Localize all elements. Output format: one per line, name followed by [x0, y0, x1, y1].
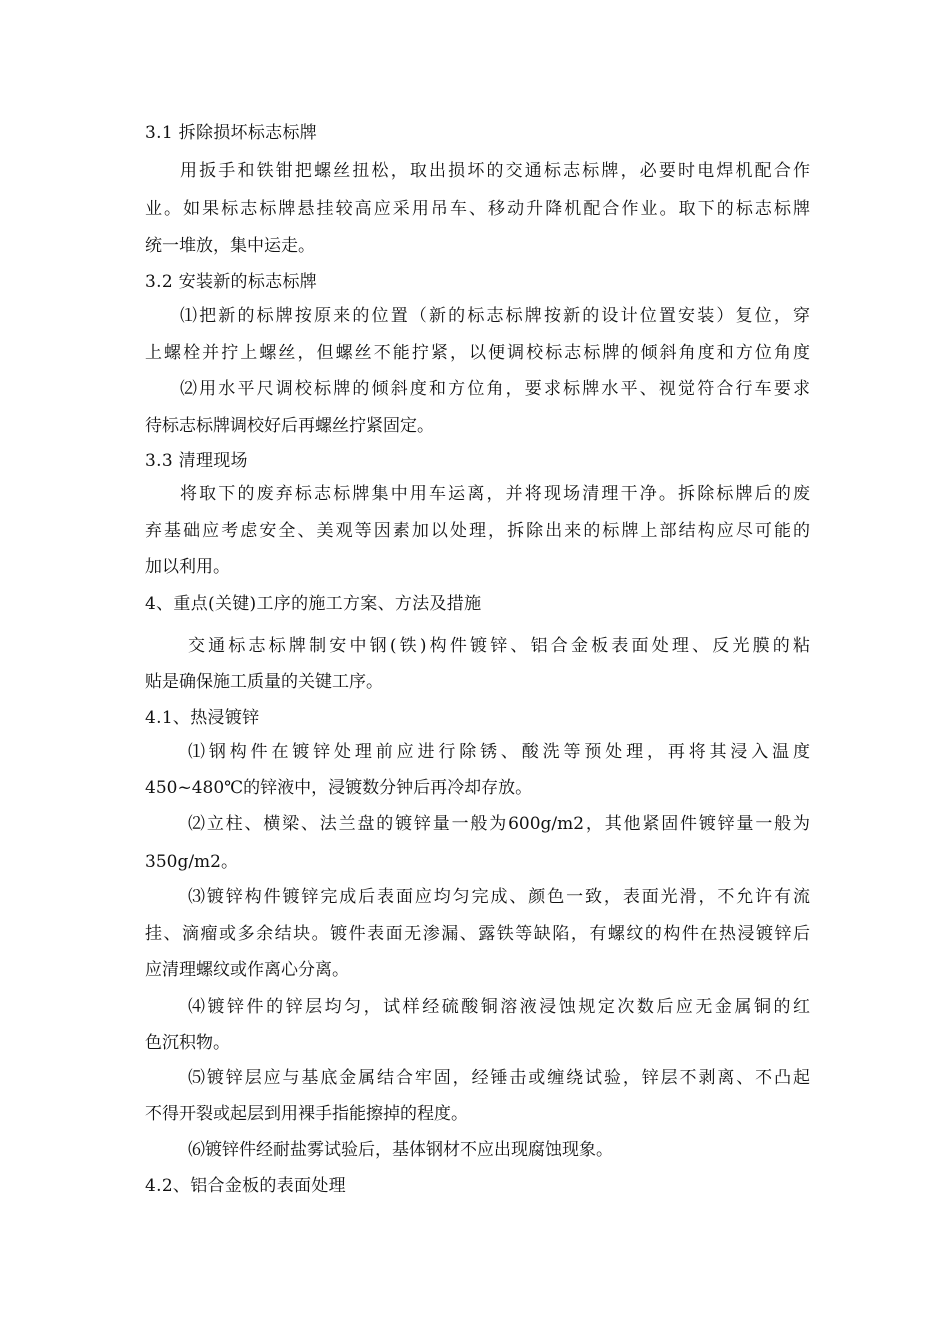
- paragraph-line: 上螺栓并拧上螺丝，但螺丝不能拧紧，以便调校标志标牌的倾斜角度和方位角度: [145, 343, 810, 363]
- paragraph-line: 待标志标牌调校好后再螺丝拧紧固定。: [145, 416, 434, 436]
- paragraph-line: ⑵用水平尺调校标牌的倾斜度和方位角，要求标牌水平、视觉符合行车要求: [180, 379, 810, 399]
- paragraph-line: 色沉积物。: [145, 1033, 230, 1053]
- paragraph-line: 弃基础应考虑安全、美观等因素加以处理，拆除出来的标牌上部结构应尽可能的: [145, 521, 810, 541]
- section-4-1-heading: 4.1、热浸镀锌: [145, 708, 260, 728]
- section-4-2-heading: 4.2、铝合金板的表面处理: [145, 1176, 346, 1196]
- section-3-2-heading: 3.2 安装新的标志标牌: [145, 272, 318, 292]
- section-3-3-heading: 3.3 清理现场: [145, 451, 248, 471]
- paragraph-line: ⑸镀锌层应与基底金属结合牢固，经锤击或缠绕试验，锌层不剥离、不凸起: [188, 1068, 810, 1088]
- paragraph-line: ⑶镀锌构件镀锌完成后表面应均匀完成、颜色一致，表面光滑，不允许有流: [188, 887, 810, 907]
- paragraph-line: 350g/m2。: [145, 852, 238, 872]
- paragraph-line: 不得开裂或起层到用裸手指能擦掉的程度。: [145, 1104, 468, 1124]
- paragraph-line: ⑴钢构件在镀锌处理前应进行除锈、酸洗等预处理，再将其浸入温度: [188, 742, 810, 762]
- paragraph-line: 450~480℃的锌液中，浸镀数分钟后再冷却存放。: [145, 778, 533, 798]
- paragraph-line: 将取下的废弃标志标牌集中用车运离，并将现场清理干净。拆除标牌后的废: [180, 484, 810, 504]
- paragraph-line: ⑹镀锌件经耐盐雾试验后，基体钢材不应出现腐蚀现象。: [188, 1140, 613, 1160]
- section-3-1-heading: 3.1 拆除损坏标志标牌: [145, 123, 318, 143]
- section-4-heading: 4、重点(关键)工序的施工方案、方法及措施: [145, 594, 482, 614]
- paragraph-line: 贴是确保施工质量的关键工序。: [145, 672, 383, 692]
- paragraph-line: ⑷镀锌件的锌层均匀，试样经硫酸铜溶液浸蚀规定次数后应无金属铜的红: [188, 997, 810, 1017]
- paragraph-line: ⑵立柱、横梁、法兰盘的镀锌量一般为600g/m2，其他紧固件镀锌量一般为: [188, 814, 810, 834]
- paragraph-line: 业。如果标志标牌悬挂较高应采用吊车、移动升降机配合作业。取下的标志标牌: [145, 199, 810, 219]
- paragraph-line: 用扳手和铁钳把螺丝扭松，取出损坏的交通标志标牌，必要时电焊机配合作: [180, 161, 810, 181]
- paragraph-line: 加以利用。: [145, 557, 230, 577]
- paragraph-line: ⑴把新的标牌按原来的位置（新的标志标牌按新的设计位置安装）复位，穿: [180, 306, 810, 326]
- paragraph-line: 应清理螺纹或作离心分离。: [145, 960, 349, 980]
- paragraph-line: 交通标志标牌制安中钢(铁)构件镀锌、铝合金板表面处理、反光膜的粘: [188, 636, 810, 656]
- paragraph-line: 统一堆放，集中运走。: [145, 236, 315, 256]
- paragraph-line: 挂、滴瘤或多余结块。镀件表面无渗漏、露铁等缺陷，有螺纹的构件在热浸镀锌后: [145, 924, 810, 944]
